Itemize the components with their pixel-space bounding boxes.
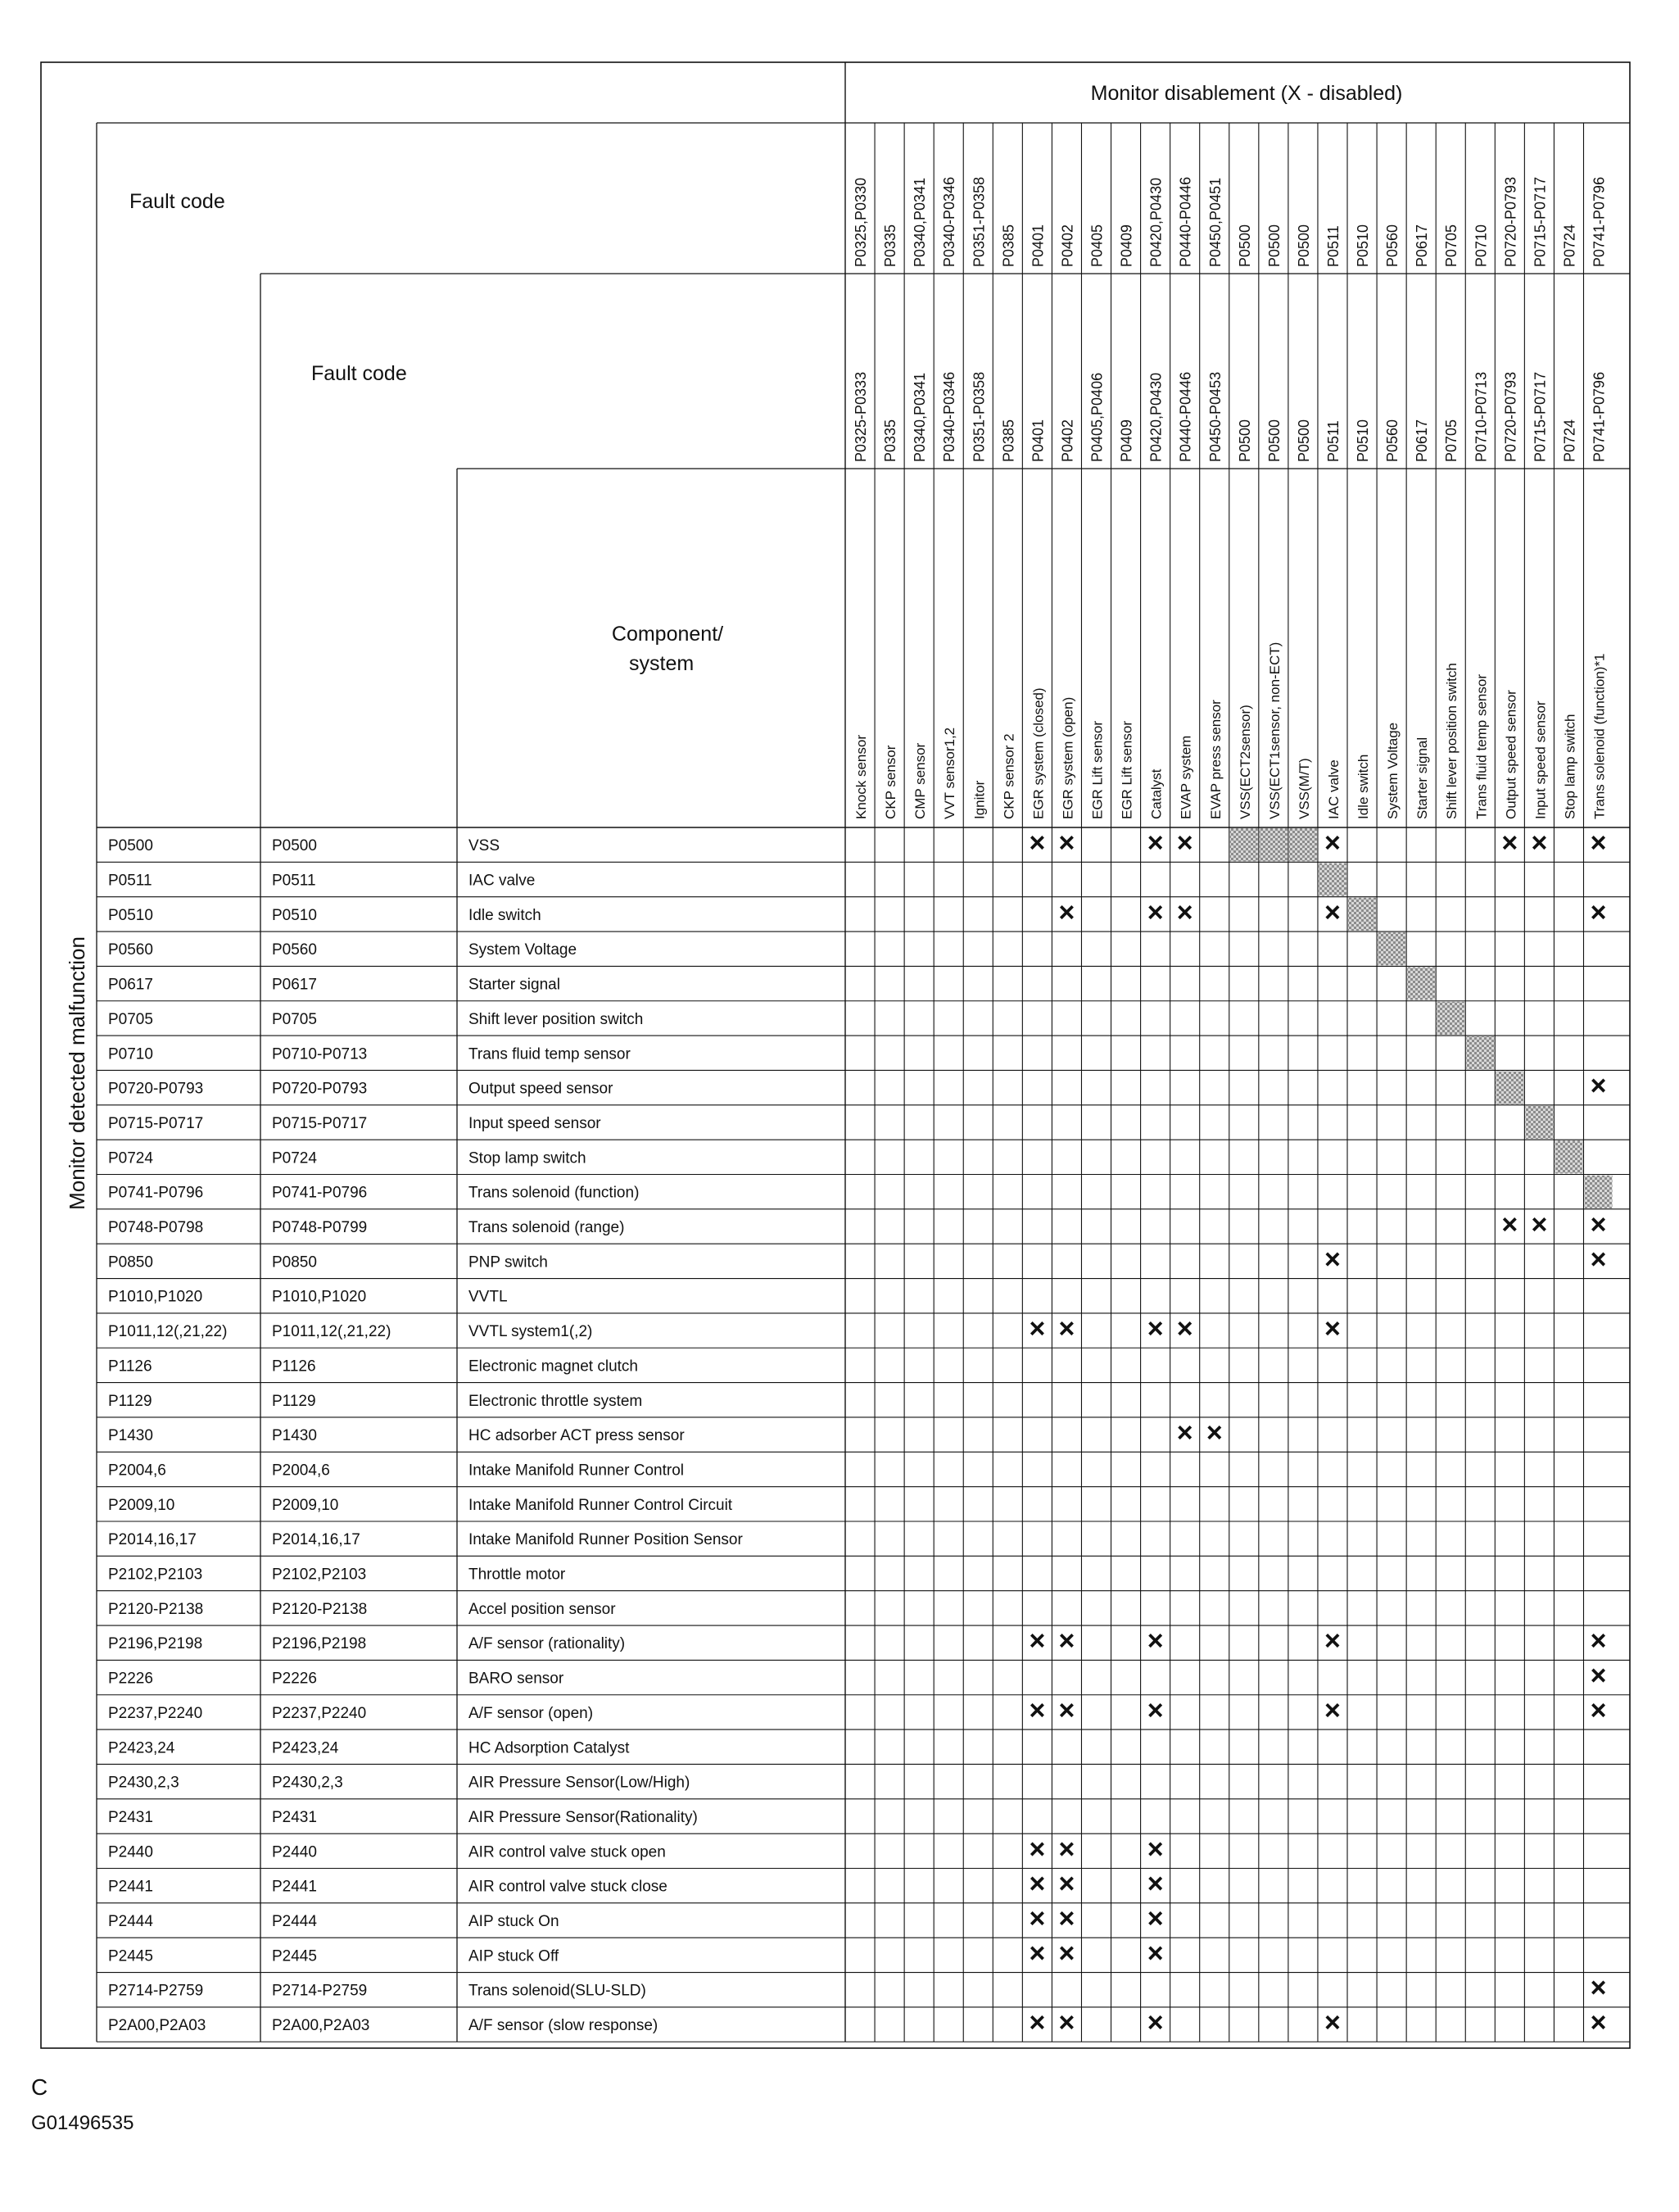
row-component: Intake Manifold Runner Control Circuit <box>468 1496 733 1514</box>
disabled-x-mark: × <box>1147 896 1164 928</box>
disabled-x-mark: × <box>1058 1903 1075 1935</box>
monitor-code-top: P0560 <box>1384 224 1401 267</box>
row-fault-code: P2237,P2240 <box>108 1704 203 1722</box>
row-component: HC Adsorption Catalyst <box>468 1739 630 1757</box>
monitor-code-bottom: P0724 <box>1561 419 1578 462</box>
disabled-x-mark: × <box>1324 1244 1341 1276</box>
row-fault-code: P2430,2,3 <box>108 1774 179 1792</box>
row-component: VVTL <box>468 1288 508 1306</box>
row-fault-code-detail: P2004,6 <box>272 1462 330 1480</box>
disabled-x-mark: × <box>1176 1313 1193 1345</box>
disabled-x-mark: × <box>1147 2007 1164 2039</box>
disabled-x-mark: × <box>1324 1694 1341 1726</box>
monitor-code-top: P0500 <box>1295 224 1312 267</box>
monitor-code-top: P0385 <box>1000 224 1017 267</box>
monitor-code-bottom: P0511 <box>1324 420 1342 462</box>
row-component: Idle switch <box>468 906 541 924</box>
monitor-component-name: Output speed sensor <box>1503 690 1519 819</box>
row-component: AIR Pressure Sensor(Low/High) <box>468 1774 690 1792</box>
row-fault-code: P1129 <box>108 1392 152 1410</box>
row-fault-code-detail: P0560 <box>272 941 317 959</box>
monitor-component-name: EVAP system <box>1178 735 1194 819</box>
disabled-x-mark: × <box>1029 1868 1046 1900</box>
row-component: Intake Manifold Runner Control <box>468 1462 684 1480</box>
monitor-code-top: P0510 <box>1355 224 1372 267</box>
monitor-component-name: Catalyst <box>1148 768 1165 819</box>
row-fault-code-detail: P1126 <box>272 1358 316 1376</box>
monitor-code-bottom: P0715-P0717 <box>1532 371 1549 462</box>
row-component: Input speed sensor <box>468 1114 601 1132</box>
monitor-code-bottom: P0402 <box>1059 419 1076 462</box>
row-fault-code-detail: P2441 <box>272 1878 317 1896</box>
row-component: VSS <box>468 837 500 855</box>
monitor-code-bottom: P0741-P0796 <box>1591 371 1608 462</box>
monitor-component-name: VSS(ECT1sensor, non-ECT) <box>1266 641 1283 819</box>
row-fault-code-detail: P2A00,P2A03 <box>272 2017 370 2035</box>
disabled-x-mark: × <box>1058 1694 1075 1726</box>
row-component: AIR control valve stuck open <box>468 1843 666 1861</box>
monitor-code-bottom: P0409 <box>1118 419 1135 462</box>
disabled-x-mark: × <box>1029 1938 1046 1969</box>
row-fault-code: P2A00,P2A03 <box>108 2017 206 2035</box>
disabled-x-mark: × <box>1029 827 1046 859</box>
disabled-x-mark: × <box>1324 827 1341 859</box>
row-fault-code-detail: P2444 <box>272 1913 317 1931</box>
component-system-label <box>612 623 723 646</box>
row-fault-code: P0850 <box>108 1253 153 1271</box>
disabled-x-mark: × <box>1531 827 1548 859</box>
row-fault-code: P2441 <box>108 1878 153 1896</box>
row-fault-code-detail: P0720-P0793 <box>272 1080 368 1098</box>
row-fault-code: P0511 <box>108 872 152 890</box>
row-fault-code: P1011,12(,21,22) <box>108 1323 228 1341</box>
row-fault-code-detail: P2430,2,3 <box>272 1774 343 1792</box>
disabled-x-mark: × <box>1058 1938 1075 1969</box>
row-fault-code: P2009,10 <box>108 1496 175 1514</box>
row-component: Stop lamp switch <box>468 1149 586 1167</box>
self-monitor-hatched-cell <box>1378 932 1405 965</box>
disabled-x-mark: × <box>1147 1834 1164 1865</box>
monitor-code-top: P0500 <box>1236 224 1253 267</box>
monitor-component-name: CMP sensor <box>912 742 929 819</box>
monitor-code-bottom: P0450-P0453 <box>1206 371 1224 462</box>
row-component: VVTL system1(,2) <box>468 1323 593 1341</box>
disabled-x-mark: × <box>1176 827 1193 859</box>
self-monitor-hatched-cell <box>1289 828 1317 861</box>
self-monitor-hatched-cell <box>1525 1106 1553 1139</box>
row-component: Trans fluid temp sensor <box>468 1045 631 1063</box>
monitor-code-top: P0741-P0796 <box>1591 176 1608 267</box>
row-fault-code: P0720-P0793 <box>108 1080 204 1098</box>
monitor-code-top: P0710 <box>1473 224 1490 267</box>
row-component: HC adsorber ACT press sensor <box>468 1427 685 1445</box>
row-fault-code: P0710 <box>108 1045 153 1063</box>
disabled-x-mark: × <box>1590 1209 1607 1241</box>
self-monitor-hatched-cell <box>1437 1002 1464 1035</box>
row-fault-code: P0510 <box>108 906 153 924</box>
fault-code-outer-label: Fault code <box>129 190 225 213</box>
monitor-disablement-title: Monitor disablement (X - disabled) <box>1090 82 1403 105</box>
row-fault-code-detail: P0748-P0799 <box>272 1219 368 1237</box>
monitor-code-top: P0409 <box>1118 224 1135 267</box>
monitor-component-name: Stop lamp switch <box>1562 714 1578 819</box>
row-fault-code: P0500 <box>108 837 153 855</box>
monitor-component-name: EGR system (open) <box>1060 696 1076 819</box>
disabled-x-mark: × <box>1590 827 1607 859</box>
disabled-x-mark: × <box>1147 1625 1164 1657</box>
monitor-code-top: P0511 <box>1324 225 1342 267</box>
row-fault-code: P0617 <box>108 976 153 994</box>
disabled-x-mark: × <box>1590 1244 1607 1276</box>
row-component: IAC valve <box>468 872 536 890</box>
disabled-x-mark: × <box>1590 1972 1607 2004</box>
row-component: AIP stuck On <box>468 1913 559 1931</box>
row-component: Trans solenoid (range) <box>468 1219 625 1237</box>
row-fault-code-detail: P2714-P2759 <box>272 1982 368 2000</box>
monitor-component-name: Shift lever position switch <box>1444 663 1460 819</box>
row-fault-code: P2440 <box>108 1843 153 1861</box>
self-monitor-hatched-cell <box>1319 863 1346 895</box>
row-fault-code-detail: P0715-P0717 <box>272 1114 368 1132</box>
disabled-x-mark: × <box>1147 1313 1164 1345</box>
row-fault-code-detail: P1010,P1020 <box>272 1288 367 1306</box>
monitor-code-top: P0340,P0341 <box>912 177 929 267</box>
row-fault-code-detail: P1011,12(,21,22) <box>272 1323 391 1341</box>
disabled-x-mark: × <box>1029 1903 1046 1935</box>
row-fault-code-detail: P0705 <box>272 1010 317 1028</box>
disabled-x-mark: × <box>1058 2007 1075 2039</box>
row-fault-code: P0705 <box>108 1010 153 1028</box>
disabled-x-mark: × <box>1590 1694 1607 1726</box>
row-component: Starter signal <box>468 976 560 994</box>
disabled-x-mark: × <box>1058 1313 1075 1345</box>
figure-id: G01496535 <box>31 2112 134 2134</box>
disabled-x-mark: × <box>1147 827 1164 859</box>
row-fault-code: P0715-P0717 <box>108 1114 204 1132</box>
row-fault-code: P0560 <box>108 941 153 959</box>
monitor-code-bottom: P0420,P0430 <box>1147 372 1165 462</box>
monitor-component-name: EGR system (closed) <box>1030 687 1047 819</box>
monitor-code-top: P0402 <box>1059 224 1076 267</box>
disabled-x-mark: × <box>1147 1868 1164 1900</box>
monitor-code-top: P0335 <box>882 224 899 267</box>
monitor-component-name: Idle switch <box>1355 754 1372 819</box>
monitor-component-name: EGR Lift sensor <box>1089 721 1106 819</box>
disabled-x-mark: × <box>1058 827 1075 859</box>
row-fault-code-detail: P0850 <box>272 1253 317 1271</box>
disabled-x-mark: × <box>1029 2007 1046 2039</box>
disabled-x-mark: × <box>1501 1209 1518 1241</box>
row-component: Electronic throttle system <box>468 1392 643 1410</box>
row-fault-code: P1010,P1020 <box>108 1288 203 1306</box>
component-system-label-2 <box>629 652 694 675</box>
monitor-code-bottom: P0705 <box>1443 419 1460 462</box>
disabled-x-mark: × <box>1206 1417 1223 1449</box>
component-label-line1: Component/ <box>611 623 724 646</box>
monitor-code-bottom: P0500 <box>1295 419 1312 462</box>
monitor-code-bottom: P0500 <box>1265 419 1283 462</box>
disabled-x-mark: × <box>1029 1625 1046 1657</box>
row-component: Intake Manifold Runner Position Sensor <box>468 1531 743 1549</box>
row-component: PNP switch <box>468 1253 548 1271</box>
monitor-code-top: P0617 <box>1414 224 1431 267</box>
row-fault-code: P2226 <box>108 1670 153 1688</box>
disabled-x-mark: × <box>1029 1313 1046 1345</box>
self-monitor-hatched-cell <box>1496 1071 1523 1104</box>
monitor-component-name: VVT sensor1,2 <box>942 727 958 819</box>
monitor-component-name: CKP sensor <box>883 745 899 819</box>
row-fault-code-detail: P0741-P0796 <box>272 1184 368 1202</box>
row-component: A/F sensor (rationality) <box>468 1635 626 1653</box>
monitor-code-bottom: P0335 <box>882 419 899 462</box>
footer-letter: C <box>31 2074 48 2100</box>
disabled-x-mark: × <box>1058 1868 1075 1900</box>
row-fault-code-detail: P2102,P2103 <box>272 1566 367 1584</box>
row-component: Throttle motor <box>468 1566 566 1584</box>
monitor-component-name: Starter signal <box>1414 737 1431 819</box>
monitor-code-top: P0340-P0346 <box>941 176 958 267</box>
row-fault-code: P1126 <box>108 1358 152 1376</box>
table-text <box>65 82 1402 1210</box>
disabled-x-mark: × <box>1590 896 1607 928</box>
row-fault-code-detail: P2120-P2138 <box>272 1600 368 1618</box>
row-fault-code: P2014,16,17 <box>108 1531 197 1549</box>
disabled-x-mark: × <box>1501 827 1518 859</box>
self-monitor-hatched-cell <box>1407 967 1435 999</box>
row-fault-code-detail: P2226 <box>272 1670 317 1688</box>
row-fault-code: P2444 <box>108 1913 153 1931</box>
monitor-code-bottom: P0340,P0341 <box>912 372 929 462</box>
row-fault-code-detail: P1129 <box>272 1392 316 1410</box>
row-component: Trans solenoid (function) <box>468 1184 640 1202</box>
row-fault-code-detail: P0510 <box>272 906 317 924</box>
monitor-component-name: CKP sensor 2 <box>1001 733 1017 819</box>
disabled-x-mark: × <box>1590 1660 1607 1692</box>
monitor-component-name: EVAP press sensor <box>1207 700 1224 819</box>
monitor-code-top: P0440-P0446 <box>1177 176 1194 267</box>
self-monitor-hatched-cell <box>1585 1176 1613 1208</box>
row-fault-code: P0741-P0796 <box>108 1184 204 1202</box>
monitor-code-top: P0420,P0430 <box>1147 177 1165 267</box>
row-fault-code-detail: P2237,P2240 <box>272 1704 367 1722</box>
row-fault-code: P0748-P0798 <box>108 1219 204 1237</box>
monitor-component-name: VSS(M/T) <box>1296 758 1312 819</box>
monitor-component-name: Trans solenoid (function)*1 <box>1591 653 1608 819</box>
disabled-x-mark: × <box>1531 1209 1548 1241</box>
disabled-x-mark: × <box>1324 1625 1341 1657</box>
disabled-x-mark: × <box>1590 2007 1607 2039</box>
monitor-code-bottom: P0500 <box>1236 419 1253 462</box>
row-fault-code-detail: P0617 <box>272 976 317 994</box>
row-fault-code-detail: P2431 <box>272 1808 317 1826</box>
monitor-code-bottom: P0401 <box>1030 419 1047 462</box>
row-fault-code-detail: P2014,16,17 <box>272 1531 360 1549</box>
monitor-code-bottom: P0351-P0358 <box>971 371 988 462</box>
monitor-code-top: P0500 <box>1265 224 1283 267</box>
row-fault-code: P1430 <box>108 1427 153 1445</box>
monitor-code-bottom: P0710-P0713 <box>1473 371 1490 462</box>
row-fault-code-detail: P0511 <box>272 872 316 890</box>
row-component: BARO sensor <box>468 1670 564 1688</box>
table-cells <box>108 177 1608 2038</box>
row-fault-code: P2431 <box>108 1808 153 1826</box>
row-fault-code-detail: P2440 <box>272 1843 317 1861</box>
monitor-component-name: Trans fluid temp sensor <box>1473 674 1490 819</box>
monitor-component-name: EGR Lift sensor <box>1119 721 1135 819</box>
disabled-x-mark: × <box>1590 1070 1607 1102</box>
row-component: AIP stuck Off <box>468 1947 559 1965</box>
hatched-cells <box>1230 828 1613 1208</box>
self-monitor-hatched-cell <box>1466 1036 1494 1069</box>
row-component: Shift lever position switch <box>468 1010 644 1028</box>
disabled-x-mark: × <box>1147 1694 1164 1726</box>
row-fault-code-detail: P1430 <box>272 1427 317 1445</box>
monitor-code-bottom: P0617 <box>1414 419 1431 462</box>
monitor-code-top: P0401 <box>1030 224 1047 267</box>
row-fault-code-detail: P2009,10 <box>272 1496 339 1514</box>
monitor-component-name: IAC valve <box>1325 759 1342 819</box>
row-component: System Voltage <box>468 941 577 959</box>
row-fault-code: P2423,24 <box>108 1739 175 1757</box>
component-label-line2: system <box>629 652 695 675</box>
disabled-x-mark: × <box>1324 896 1341 928</box>
monitor-code-top: P0351-P0358 <box>971 176 988 267</box>
monitor-code-top: P0720-P0793 <box>1502 176 1519 267</box>
disabled-x-mark: × <box>1324 2007 1341 2039</box>
disabled-x-mark: × <box>1590 1625 1607 1657</box>
disabled-x-mark: × <box>1147 1903 1164 1935</box>
row-component: Accel position sensor <box>468 1600 616 1618</box>
self-monitor-hatched-cell <box>1348 898 1376 931</box>
disabled-x-mark: × <box>1176 1417 1193 1449</box>
row-component: A/F sensor (slow response) <box>468 2017 658 2035</box>
monitor-code-bottom: P0325-P0333 <box>853 371 870 462</box>
monitor-detected-malfunction-label: Monitor detected malfunction <box>65 936 89 1210</box>
self-monitor-hatched-cell <box>1230 828 1258 861</box>
monitor-component-name: VSS(ECT2sensor) <box>1237 705 1253 819</box>
monitor-code-top: P0715-P0717 <box>1532 176 1549 267</box>
monitor-code-bottom: P0340-P0346 <box>941 371 958 462</box>
disabled-x-mark: × <box>1058 896 1075 928</box>
row-component: A/F sensor (open) <box>468 1704 594 1722</box>
disabled-x-mark: × <box>1029 1694 1046 1726</box>
monitor-code-bottom: P0510 <box>1355 419 1372 462</box>
disabled-x-mark: × <box>1029 1834 1046 1865</box>
row-fault-code: P0724 <box>108 1149 153 1167</box>
monitor-component-name: System Voltage <box>1385 722 1401 819</box>
disabled-x-mark: × <box>1058 1625 1075 1657</box>
monitor-component-name: Input speed sensor <box>1532 700 1549 819</box>
self-monitor-hatched-cell <box>1260 828 1288 861</box>
row-component: Output speed sensor <box>468 1080 613 1098</box>
disabled-x-mark: × <box>1147 1938 1164 1969</box>
row-component: AIR Pressure Sensor(Rationality) <box>468 1808 698 1826</box>
row-fault-code: P2445 <box>108 1947 153 1965</box>
row-fault-code: P2714-P2759 <box>108 1982 204 2000</box>
row-fault-code: P2120-P2138 <box>108 1600 204 1618</box>
disabled-x-mark: × <box>1324 1313 1341 1345</box>
row-fault-code: P2004,6 <box>108 1462 166 1480</box>
monitor-code-bottom: P0385 <box>1000 419 1017 462</box>
monitor-code-top: P0724 <box>1561 224 1578 267</box>
row-component: AIR control valve stuck close <box>468 1878 668 1896</box>
fault-code-inner-label: Fault code <box>311 362 407 385</box>
row-fault-code-detail: P0500 <box>272 837 317 855</box>
row-fault-code: P2102,P2103 <box>108 1566 203 1584</box>
monitor-code-bottom: P0560 <box>1384 419 1401 462</box>
monitor-code-bottom: P0405,P0406 <box>1088 372 1106 462</box>
disabled-x-mark: × <box>1176 896 1193 928</box>
disabled-x-mark: × <box>1058 1834 1075 1865</box>
row-fault-code-detail: P0710-P0713 <box>272 1045 368 1063</box>
row-component: Electronic magnet clutch <box>468 1358 638 1376</box>
row-fault-code-detail: P2196,P2198 <box>272 1635 367 1653</box>
monitor-code-bottom: P0720-P0793 <box>1502 371 1519 462</box>
monitor-component-name: Knock sensor <box>853 735 870 819</box>
row-fault-code-detail: P2423,24 <box>272 1739 339 1757</box>
row-fault-code: P2196,P2198 <box>108 1635 203 1653</box>
row-component: Trans solenoid(SLU-SLD) <box>468 1982 646 2000</box>
row-fault-code-detail: P0724 <box>272 1149 317 1167</box>
monitor-code-bottom: P0440-P0446 <box>1177 371 1194 462</box>
row-fault-code-detail: P2445 <box>272 1947 317 1965</box>
monitor-code-top: P0450,P0451 <box>1206 177 1224 267</box>
monitor-code-top: P0405 <box>1088 224 1106 267</box>
monitor-code-top: P0705 <box>1443 224 1460 267</box>
monitor-component-name: Ignitor <box>971 780 988 819</box>
self-monitor-hatched-cell <box>1555 1140 1582 1173</box>
monitor-code-top: P0325,P0330 <box>853 177 870 267</box>
